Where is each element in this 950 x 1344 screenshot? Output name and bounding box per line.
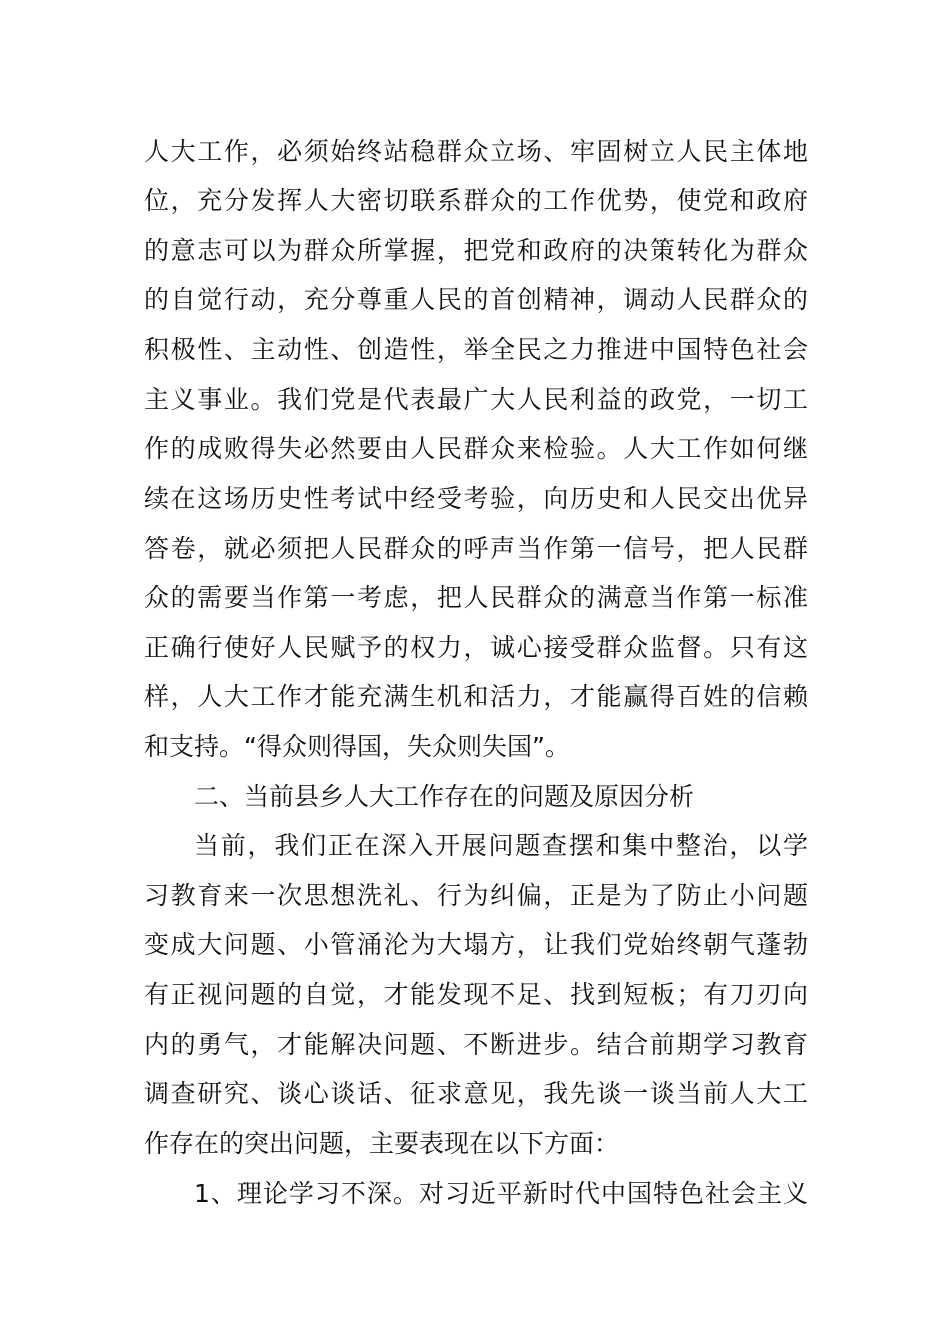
text-line: 习教育来一次思想洗礼、行为纠偏，正是为了防止小问题 bbox=[144, 881, 808, 910]
text-line: 作存在的突出问题，主要表现在以下方面： bbox=[144, 1129, 620, 1158]
text-line: 样，人大工作才能充满生机和活力，才能赢得百姓的信赖 bbox=[144, 682, 808, 711]
text-line: 续在这场历史性考试中经受考验，向历史和人民交出优异 bbox=[144, 484, 808, 513]
text-line: 人大工作，必须始终站稳群众立场、牢固树立人民主体地 bbox=[144, 137, 808, 166]
text-line: 内的勇气，才能解决问题、不断进步。结合前期学习教育 bbox=[144, 1030, 808, 1059]
text-line: 作的成败得失必然要由人民群众来检验。人大工作如何继 bbox=[144, 434, 808, 463]
section-heading: 二、当前县乡人大工作存在的问题及原因分析 bbox=[194, 782, 695, 811]
text-line: 的自觉行动，充分尊重人民的首创精神，调动人民群众的 bbox=[144, 285, 808, 314]
text-line: 和支持。“得众则得国，失众则失国”。 bbox=[144, 732, 570, 761]
list-item-heading: 1、理论学习不深。对习近平新时代中国特色社会主义 bbox=[194, 1179, 808, 1208]
text-line: 主义事业。我们党是代表最广大人民利益的政党，一切工 bbox=[144, 385, 808, 414]
text-line: 积极性、主动性、创造性，举全民之力推进中国特色社会 bbox=[144, 335, 808, 364]
text-line: 众的需要当作第一考虑，把人民群众的满意当作第一标准 bbox=[144, 583, 808, 612]
text-line: 的意志可以为群众所掌握，把党和政府的决策转化为群众 bbox=[144, 236, 808, 265]
text-line: 有正视问题的自觉，才能发现不足、找到短板；有刀刃向 bbox=[144, 980, 808, 1009]
text-line: 调查研究、谈心谈话、征求意见，我先谈一谈当前人大工 bbox=[144, 1079, 808, 1108]
text-line: 位，充分发挥人大密切联系群众的工作优势，使党和政府 bbox=[144, 186, 808, 215]
text-line: 变成大问题、小管涌沦为大塌方，让我们党始终朝气蓬勃 bbox=[144, 930, 808, 959]
text-line: 答卷，就必须把人民群众的呼声当作第一信号，把人民群 bbox=[144, 534, 808, 563]
text-line: 当前，我们正在深入开展问题查摆和集中整治，以学 bbox=[194, 831, 808, 860]
text-line: 正确行使好人民赋予的权力，诚心接受群众监督。只有这 bbox=[144, 633, 808, 662]
